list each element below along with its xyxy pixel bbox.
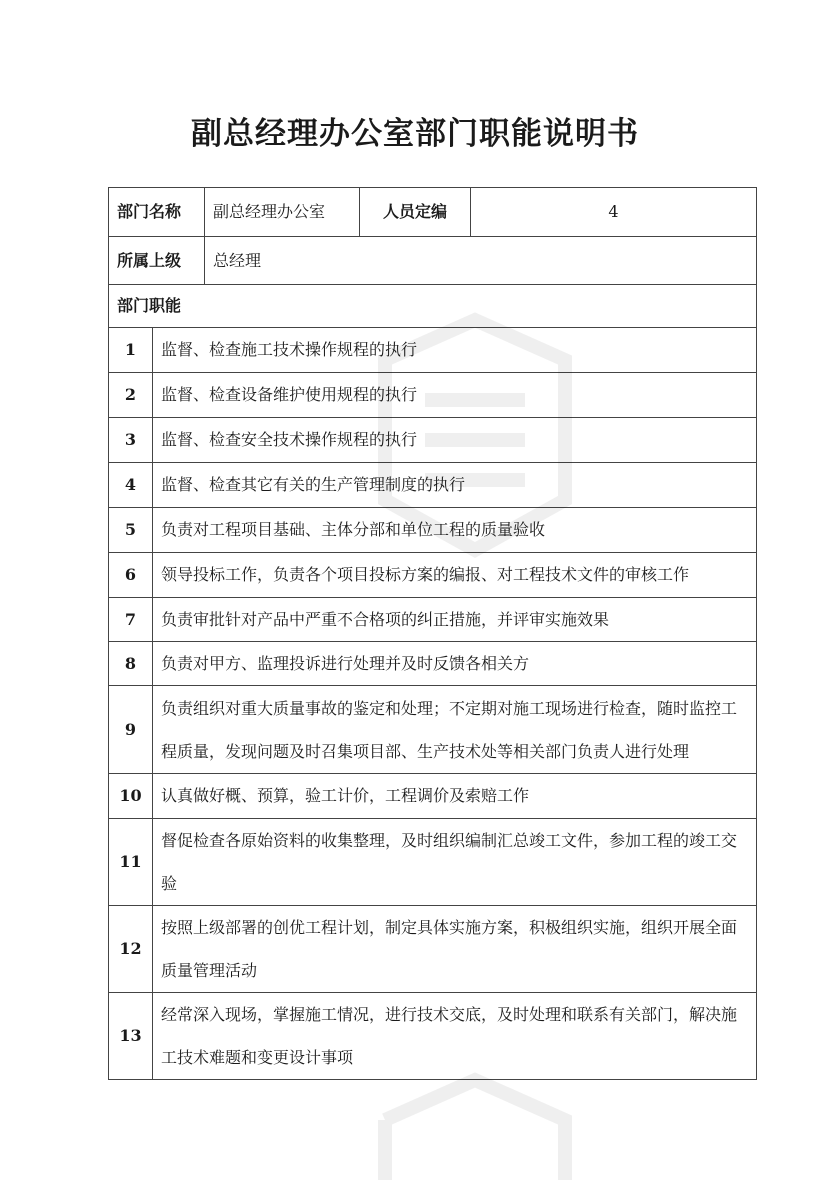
table-row xyxy=(109,373,757,418)
function-text: 督促检查各原始资料的收集整理，及时组织编制汇总竣工文件，参加工程的竣工交验 xyxy=(153,819,757,906)
function-text: 监督、检查安全技术操作规程的执行 xyxy=(153,418,757,463)
table-row xyxy=(109,906,757,993)
function-number: 4 xyxy=(109,463,153,508)
document-title: 副总经理办公室部门职能说明书 xyxy=(191,116,639,152)
table-row xyxy=(109,328,757,373)
superior-label: 所属上级 xyxy=(109,237,205,285)
function-number: 10 xyxy=(109,774,153,819)
table-row xyxy=(109,418,757,463)
function-number: 3 xyxy=(109,418,153,463)
superior-row xyxy=(109,237,757,285)
function-number: 2 xyxy=(109,373,153,418)
section-label: 部门职能 xyxy=(109,285,757,328)
table-row xyxy=(109,508,757,553)
function-number: 9 xyxy=(109,686,153,774)
superior-value: 总经理 xyxy=(205,237,757,285)
staff-value: 4 xyxy=(471,188,757,237)
function-text: 监督、检查设备维护使用规程的执行 xyxy=(153,373,757,418)
function-text: 负责对工程项目基础、主体分部和单位工程的质量验收 xyxy=(153,508,757,553)
table-row xyxy=(109,463,757,508)
dept-name-row xyxy=(109,188,757,237)
function-text: 经常深入现场，掌握施工情况，进行技术交底，及时处理和联系有关部门，解决施工技术难题和变更设计事项 xyxy=(153,993,757,1080)
function-text: 负责审批针对产品中严重不合格项的纠正措施，并评审实施效果 xyxy=(153,598,757,642)
table-row xyxy=(109,642,757,686)
function-number: 5 xyxy=(109,508,153,553)
table-row xyxy=(109,553,757,598)
staff-label: 人员定编 xyxy=(360,188,471,237)
function-text: 按照上级部署的创优工程计划，制定具体实施方案，积极组织实施，组织开展全面质量管理活动 xyxy=(153,906,757,993)
table-row xyxy=(109,993,757,1080)
table-row xyxy=(109,774,757,819)
function-text: 负责组织对重大质量事故的鉴定和处理；不定期对施工现场进行检查，随时监控工程质量，发现问题及时召集项目部、生产技术处等相关部门负责人进行处理 xyxy=(153,686,757,774)
function-text: 监督、检查其它有关的生产管理制度的执行 xyxy=(153,463,757,508)
function-number: 8 xyxy=(109,642,153,686)
function-text: 监督、检查施工技术操作规程的执行 xyxy=(153,328,757,373)
function-number: 11 xyxy=(109,819,153,906)
function-number: 7 xyxy=(109,598,153,642)
function-number: 13 xyxy=(109,993,153,1080)
function-text: 领导投标工作，负责各个项目投标方案的编报、对工程技术文件的审核工作 xyxy=(153,553,757,598)
function-text: 认真做好概、预算，验工计价，工程调价及索赔工作 xyxy=(153,774,757,819)
section-row xyxy=(109,285,757,328)
function-number: 1 xyxy=(109,328,153,373)
function-table xyxy=(108,187,757,1080)
dept-name-label: 部门名称 xyxy=(109,188,205,237)
function-number: 6 xyxy=(109,553,153,598)
function-number: 12 xyxy=(109,906,153,993)
table-row xyxy=(109,819,757,906)
dept-name-value: 副总经理办公室 xyxy=(205,188,360,237)
table-row xyxy=(109,686,757,774)
table-row xyxy=(109,598,757,642)
function-text: 负责对甲方、监理投诉进行处理并及时反馈各相关方 xyxy=(153,642,757,686)
